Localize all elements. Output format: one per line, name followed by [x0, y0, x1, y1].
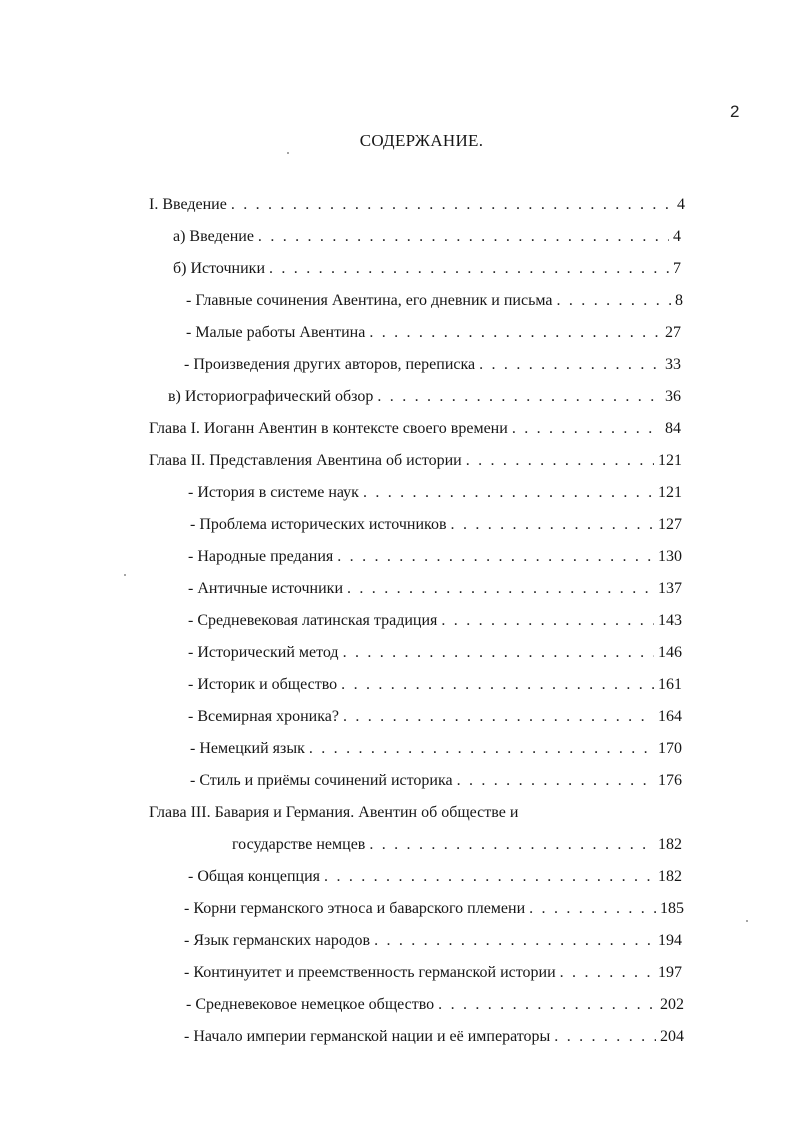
toc-entry: [190, 511, 682, 539]
toc-entry-text: - Главные сочинения Авентина, его дневник и письма: [186, 292, 553, 309]
dot-leader: [337, 543, 654, 571]
toc-entry-text: б) Источники: [173, 260, 265, 277]
toc-entry: [184, 927, 682, 955]
toc-entry-text: - Произведения других авторов, переписка: [184, 356, 476, 373]
toc-entry-page: 4: [673, 228, 681, 245]
toc-entry-page: 121: [658, 484, 682, 501]
toc-entry-text: - Средневековая латинская традиция: [188, 612, 438, 629]
dot-leader: [343, 639, 654, 667]
toc-entry-page: 176: [658, 772, 682, 789]
toc-entry-text: - Немецкий язык: [190, 740, 305, 757]
toc-entry-page: 146: [658, 644, 682, 661]
toc-entry-text: - История в системе наук: [188, 484, 359, 501]
toc-entry: [188, 863, 682, 891]
toc-entry-page: 170: [658, 740, 682, 757]
toc-entry-page: 130: [658, 548, 682, 565]
toc-entry-page: 185: [660, 900, 684, 917]
page-number: 2: [730, 102, 740, 121]
dot-leader: [343, 703, 654, 731]
toc-entry-page: 84: [665, 420, 681, 437]
dot-leader: [554, 1023, 656, 1051]
dot-leader: [441, 607, 654, 635]
toc-entry-text: - Язык германских народов: [184, 932, 371, 949]
toc-entry: [190, 735, 682, 763]
scan-speck: [287, 152, 289, 154]
toc-entry: [184, 895, 684, 923]
toc-entry-page: 27: [665, 324, 681, 341]
toc-entry: [149, 447, 682, 475]
toc-entry-page: 194: [658, 932, 682, 949]
dot-leader: [457, 767, 654, 795]
toc-entry-page: 161: [658, 676, 682, 693]
toc-entry: [188, 639, 682, 667]
toc-entry-text: Глава I. Иоганн Авентин в контексте своего времени: [149, 420, 508, 437]
toc-entry-text: - Малые работы Авентина: [186, 324, 366, 341]
toc-entry-page: 182: [658, 868, 682, 885]
dot-leader: [231, 191, 673, 219]
toc-entry: [149, 415, 681, 443]
toc-entry-text: - Стиль и приёмы сочинений историка: [190, 772, 453, 789]
page-title: СОДЕРЖАНИЕ.: [359, 131, 484, 150]
toc-entry-text: - Средневековое немецкое общество: [186, 996, 435, 1013]
toc-entry-text: - Начало империи германской нации и её императоры: [184, 1028, 551, 1045]
toc-entry-text: - Проблема исторических источников: [190, 516, 447, 533]
toc-entry-text: Глава II. Представления Авентина об истории: [149, 452, 462, 469]
dot-leader: [269, 255, 669, 283]
toc-entry: [173, 255, 681, 283]
toc-entry-text: - Историк и общество: [188, 676, 338, 693]
dot-leader: [512, 415, 661, 443]
toc-entry-text: - Исторический метод: [188, 644, 339, 661]
toc-entry-page: 36: [665, 388, 681, 405]
toc-entry: [184, 351, 681, 379]
dot-leader: [374, 927, 654, 955]
toc-entry: [188, 671, 682, 699]
toc-entry: [188, 575, 682, 603]
toc-entry: [184, 1023, 684, 1051]
scan-speck: [746, 920, 748, 922]
dot-leader: [479, 351, 661, 379]
toc-entry-text: - Всемирная хроника?: [188, 708, 339, 725]
toc-entry: [188, 479, 682, 507]
toc-entry-text: I. Введение: [149, 196, 227, 213]
toc-entry-page: 7: [673, 260, 681, 277]
toc-entry-page: 4: [677, 196, 685, 213]
dot-leader: [557, 287, 672, 315]
toc-entry: [173, 223, 681, 251]
scan-speck: [124, 574, 126, 576]
toc-entry-page: 137: [658, 580, 682, 597]
toc-entry: [186, 287, 683, 315]
toc-entry-text: - Античные источники: [188, 580, 343, 597]
toc-entry: [232, 831, 682, 859]
toc-entry-text: Глава III. Бавария и Германия. Авентин об обществе и: [149, 804, 519, 821]
toc-entry-text: - Корни германского этноса и баварского племени: [184, 900, 526, 917]
toc-entry-text: а) Введение: [173, 228, 254, 245]
dot-leader: [369, 831, 654, 859]
toc-entry-text: в) Историографический обзор: [168, 388, 374, 405]
toc-entry-page: 127: [658, 516, 682, 533]
toc-entry: [186, 991, 684, 1019]
toc-entry-heading: [149, 799, 682, 827]
dot-leader: [258, 223, 669, 251]
dot-leader: [529, 895, 656, 923]
toc-entry-text: - Континуитет и преемственность германской истории: [184, 964, 556, 981]
dot-leader: [438, 991, 656, 1019]
toc-entry: [188, 543, 682, 571]
dot-leader: [324, 863, 654, 891]
toc-entry: [186, 319, 681, 347]
toc-entry-page: 33: [665, 356, 681, 373]
dot-leader: [451, 511, 654, 539]
toc-entry-page: 182: [658, 836, 682, 853]
dot-leader: [369, 319, 661, 347]
toc-entry: [188, 703, 682, 731]
toc-entry: [168, 383, 681, 411]
dot-leader: [560, 959, 654, 987]
toc-entry-page: 202: [660, 996, 684, 1013]
toc-entry-text: - Народные предания: [188, 548, 334, 565]
toc-entry-text: - Общая концепция: [188, 868, 321, 885]
toc-entry-text: государстве немцев: [232, 836, 366, 853]
dot-leader: [341, 671, 654, 699]
dot-leader: [377, 383, 661, 411]
toc-entry: [190, 767, 682, 795]
toc-entry-page: 143: [658, 612, 682, 629]
toc-entry-page: 121: [658, 452, 682, 469]
toc-entry: [184, 959, 682, 987]
dot-leader: [466, 447, 654, 475]
dot-leader: [347, 575, 654, 603]
toc-entry-page: 204: [660, 1028, 684, 1045]
toc-entry-page: 164: [658, 708, 682, 725]
toc-entry: [188, 607, 682, 635]
toc-entry-page: 197: [658, 964, 682, 981]
toc-entry-page: 8: [675, 292, 683, 309]
dot-leader: [309, 735, 654, 763]
toc-entry: [149, 191, 685, 219]
dot-leader: [363, 479, 654, 507]
